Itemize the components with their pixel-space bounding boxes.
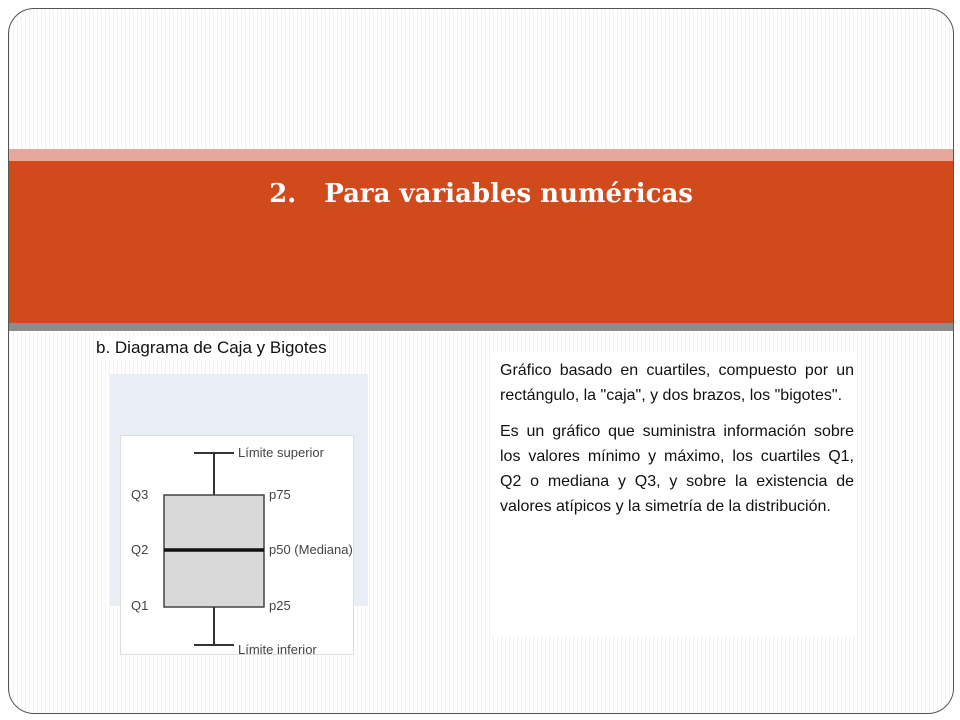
p25-label: p25 bbox=[269, 598, 291, 613]
lower-limit-label: Límite inferior bbox=[238, 642, 317, 655]
diagram-subtitle: b. Diagrama de Caja y Bigotes bbox=[96, 336, 327, 360]
slide-title bbox=[9, 179, 953, 209]
p75-label: p75 bbox=[269, 487, 291, 502]
accent-strip-bottom bbox=[9, 323, 953, 331]
boxplot-figure bbox=[120, 435, 354, 655]
title-banner bbox=[9, 161, 953, 323]
q3-label: Q3 bbox=[131, 487, 149, 502]
description-paragraph-2: Es un gráfico que suministra información sobre los valores mínimo y máximo, los cuartiles Q1, Q2 o mediana y Q3, y sobre la existencia de valores atípicos y la simetría de la distribución. bbox=[500, 423, 854, 515]
accent-strip-top bbox=[9, 149, 953, 161]
title-text: Para variables numéricas bbox=[324, 179, 693, 209]
description-paragraph-1: Gráfico basado en cuartiles, compuesto por un rectángulo, la "caja", y dos brazos, los "bigotes". bbox=[500, 362, 854, 404]
p50-label: p50 (Mediana) bbox=[269, 542, 353, 557]
boxplot-diagram bbox=[120, 435, 354, 655]
description-box bbox=[490, 352, 854, 636]
title-number: 2. bbox=[269, 179, 297, 209]
q1-label: Q1 bbox=[131, 598, 149, 613]
q2-label: Q2 bbox=[131, 542, 149, 557]
upper-limit-label: Límite superior bbox=[238, 445, 324, 460]
